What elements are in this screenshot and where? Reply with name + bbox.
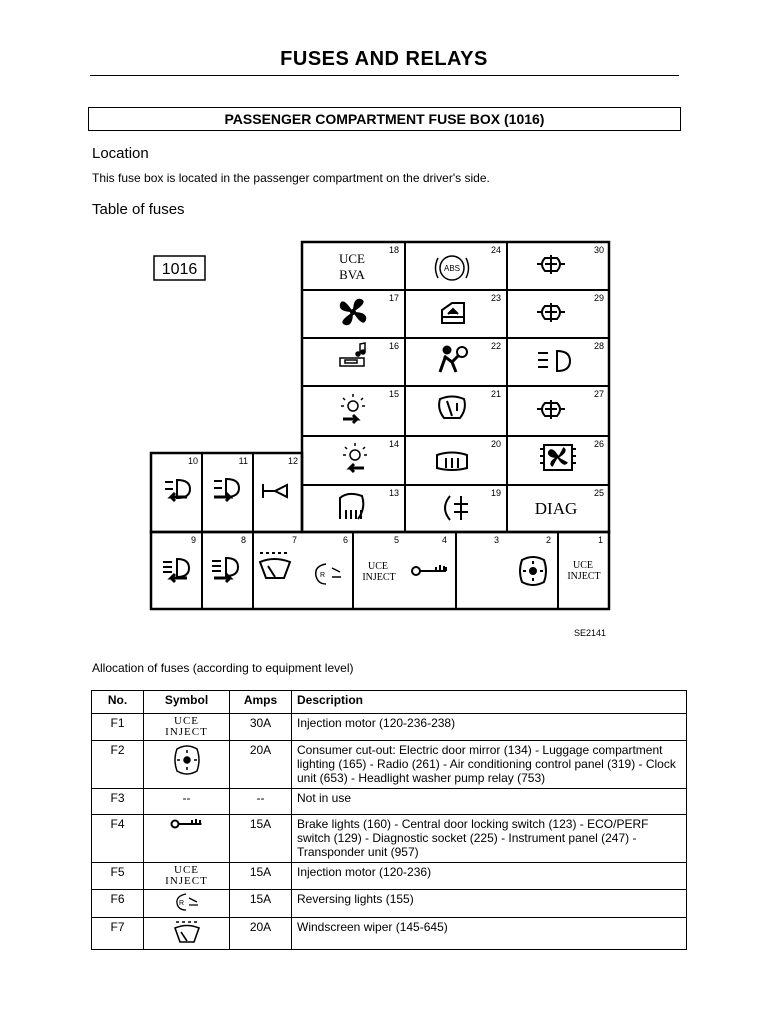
svg-text:29: 29 [593,293,604,303]
svg-text:1016: 1016 [161,261,198,278]
fuse-symbol-text: -- [144,789,230,815]
svg-text:18: 18 [388,245,399,255]
table-row [92,918,687,950]
svg-text:UCE: UCE [573,560,593,571]
fog-light-icon [445,496,468,520]
svg-text:15: 15 [388,389,399,399]
horn-icon [263,484,287,498]
headlight-left-icon [163,559,189,582]
fuse-description: Injection motor (120-236) [292,863,687,890]
dipped-beam-icon [538,351,570,371]
svg-text:24: 24 [490,245,501,255]
svg-text:30: 30 [593,245,604,255]
headlight-right-icon [212,558,238,582]
windscreen-wiper-icon [144,918,230,950]
svg-text:21: 21 [490,389,501,399]
svg-text:17: 17 [388,293,399,303]
fuse-no: F3 [92,789,144,815]
fan-icon [340,299,366,325]
allocation-label: Allocation of fuses (according to equipment level) [92,661,354,675]
sidelight-icon [537,303,565,322]
window-lift-icon [442,303,464,323]
svg-text:4: 4 [441,535,447,545]
reversing-light-icon [316,564,341,584]
header-symbol: Symbol [144,691,230,714]
interior-light-icon [520,557,546,585]
section-title: PASSENGER COMPARTMENT FUSE BOX (1016) [88,107,681,131]
fuse-no: F2 [92,741,144,789]
uce-inject-symbol: UCE INJECT [144,863,230,890]
header-amps: Amps [230,691,292,714]
fuse-no: F4 [92,815,144,863]
heated-rear-screen-icon [437,453,467,471]
header-no: No. [92,691,144,714]
svg-text:20: 20 [490,439,501,449]
location-heading: Location [92,145,149,162]
fuse-description: Windscreen wiper (145-645) [292,918,687,950]
sidelight-icon [537,255,565,274]
svg-text:3: 3 [493,535,499,545]
table-row [92,890,687,918]
fuse-description: Injection motor (120-236-238) [292,714,687,741]
heater-fan-icon [540,445,576,470]
svg-text:16: 16 [388,341,399,351]
fuse-amps: 30A [230,714,292,741]
uce-inject-symbol: UCE INJECT [144,714,230,741]
key-icon [144,815,230,863]
svg-text:25: 25 [593,488,604,498]
windscreen-wiper-icon [260,553,290,578]
fuse-no: F7 [92,918,144,950]
svg-text:7: 7 [291,535,297,545]
fuse-box-label [154,256,205,280]
svg-text:9: 9 [190,535,196,545]
uce-bva-symbol [339,251,365,282]
table-row [92,741,687,789]
svg-text:1: 1 [597,535,603,545]
svg-text:12: 12 [287,456,298,466]
svg-text:26: 26 [593,439,604,449]
fuse-description: Brake lights (160) - Central door locking switch (123) - ECO/PERF switch (129) - Diagnostic socket (225) - Instrument panel (247) - Transponder unit (957) [292,815,687,863]
svg-text:11: 11 [238,456,248,466]
fuse-amps: 20A [230,741,292,789]
airbag-icon [440,346,467,372]
sidelight-icon [537,400,565,419]
svg-text:5: 5 [393,535,399,545]
svg-text:23: 23 [490,293,501,303]
svg-text:INJECT: INJECT [362,572,396,583]
page-title: FUSES AND RELAYS [280,48,488,70]
uce-inject-symbol [567,560,600,582]
svg-text:BVA: BVA [339,267,365,282]
svg-text:2: 2 [545,535,551,545]
table-header-row [92,691,687,714]
table-row [92,714,687,741]
svg-text:INJECT: INJECT [567,571,601,582]
svg-text:R: R [178,900,184,907]
fuse-no: F5 [92,863,144,890]
indicator-left-icon [343,443,367,472]
radio-icon [340,343,365,366]
fuse-amps: 15A [230,890,292,918]
rear-defrost-icon [340,494,363,519]
svg-text:UCE: UCE [339,251,365,266]
fuse-amps: 20A [230,918,292,950]
table-row [92,815,687,863]
table-row [92,789,687,815]
svg-text:ABS: ABS [443,264,461,273]
fuse-amps: 15A [230,863,292,890]
headlight-right-icon [214,479,239,501]
svg-text:19: 19 [490,488,501,498]
diagram-reference: SE2141 [574,628,607,638]
reversing-light-icon [144,890,230,918]
fuse-description: Not in use [292,789,687,815]
svg-text:6: 6 [342,535,348,545]
fuse-allocation-table [91,690,687,950]
abs-icon [436,256,469,280]
rear-wiper-icon [439,397,465,419]
fuse-description: Consumer cut-out: Electric door mirror (134) - Luggage compartment lighting (165) - Radio (261) - Air conditioning control panel (319) - Clock unit (653) - Headlight washer pump relay (753) [292,741,687,789]
location-text: This fuse box is located in the passenger compartment on the driver's side. [92,171,490,185]
uce-inject-symbol [362,561,395,583]
svg-text:28: 28 [593,341,604,351]
fuse-no: F6 [92,890,144,918]
headlight-left-icon [165,480,190,501]
svg-text:22: 22 [490,341,501,351]
svg-text:UCE: UCE [368,561,388,572]
svg-text:14: 14 [388,439,399,449]
fuse-description: Reversing lights (155) [292,890,687,918]
svg-text:R: R [320,572,326,579]
table-row [92,863,687,890]
title-divider [90,75,679,76]
key-icon [412,565,446,575]
fuse-no: F1 [92,714,144,741]
fuse-box-diagram [140,232,620,642]
interior-light-icon [144,741,230,789]
svg-text:13: 13 [388,488,399,498]
table-of-fuses-heading: Table of fuses [92,201,185,218]
diag-symbol: DIAG [534,499,578,518]
fuse-amps: 15A [230,815,292,863]
indicator-right-icon [341,394,365,423]
svg-text:27: 27 [593,389,604,399]
header-description: Description [292,691,687,714]
svg-text:8: 8 [240,535,246,545]
svg-text:10: 10 [187,456,198,466]
fuse-amps: -- [230,789,292,815]
